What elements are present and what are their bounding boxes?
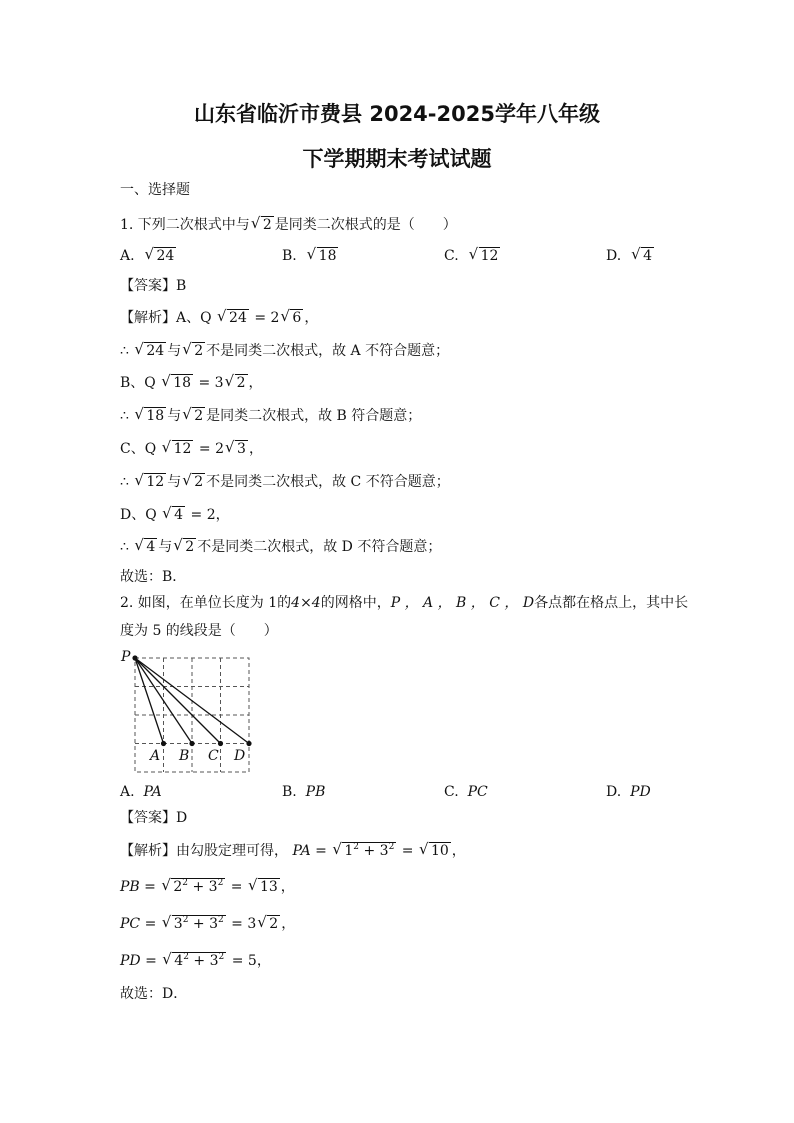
point-c bbox=[218, 741, 223, 746]
q1-conclusion: 故选：B． bbox=[120, 569, 187, 585]
q1-analysis-line-7: D、Q √ 4 = 2， bbox=[120, 505, 230, 525]
q1-analysis-line-5: C、Q √ 12 = 2√ 3 ， bbox=[120, 439, 263, 459]
q1-option-d: D. √ 4 bbox=[606, 246, 655, 266]
label-a: A bbox=[150, 748, 161, 764]
grid-figure bbox=[115, 643, 265, 778]
q2-answer: 【答案】D bbox=[120, 810, 188, 826]
label-p: P bbox=[121, 649, 131, 665]
q1-analysis-line-4: ∴ √ 18 与√ 2 是同类二次根式，故 B 符合题意； bbox=[120, 406, 421, 426]
q1-option-a: A. √ 24 bbox=[120, 246, 177, 266]
point-d bbox=[246, 741, 251, 746]
q1-stem-radical: √ 2 bbox=[252, 215, 274, 235]
label-b: B bbox=[179, 748, 190, 764]
q1-option-c: C. √ 12 bbox=[444, 246, 501, 266]
q2-analysis-line-2: PB = √ $2^2 + 3^2$ = √ 13 ， bbox=[120, 877, 295, 897]
q1-analysis-line-3: B、Q √ 18 = 3√ 2 ， bbox=[120, 373, 263, 393]
document-title-line1: 山东省临沂市费县 2024-2025学年八年级 bbox=[194, 102, 600, 126]
q1-stem bbox=[120, 215, 457, 235]
q2-analysis-line-1: 【解析】由勾股定理可得， PA = √ $1^2 + 3^2$ = √ 10 ， bbox=[120, 841, 466, 861]
document-title-line2: 下学期期末考试试题 bbox=[302, 147, 492, 171]
q1-analysis-line-1: 【解析】A、Q √ 24 = 2√ 6 ， bbox=[120, 308, 318, 328]
q2-option-d: D. PD bbox=[606, 784, 651, 800]
q1-analysis-line-2: ∴ √ 24 与√ 2 不是同类二次根式，故 A 不符合题意； bbox=[120, 341, 449, 361]
q1-stem-text-a: 1. 下列二次根式中与 bbox=[120, 217, 250, 233]
q2-stem-line2: 度为 5 的线段是（ ） bbox=[120, 623, 278, 639]
point-a bbox=[161, 741, 166, 746]
point-b bbox=[189, 741, 194, 746]
label-c: C bbox=[208, 748, 219, 764]
label-d: D bbox=[234, 748, 246, 764]
segment-pc bbox=[135, 658, 221, 744]
section-heading: 一、选择题 bbox=[120, 182, 190, 198]
q1-analysis-line-8: ∴ √ 4 与√ 2 不是同类二次根式，故 D 不符合题意； bbox=[120, 537, 441, 557]
q2-conclusion: 故选：D． bbox=[120, 986, 188, 1002]
q1-option-b: B. √ 18 bbox=[282, 246, 339, 266]
q2-option-a: A. PA bbox=[120, 784, 162, 800]
q1-answer: 【答案】B bbox=[120, 278, 187, 294]
q2-analysis-line-3: PC = √ $3^2 + 3^2 = 3√$ 2 ， bbox=[120, 914, 295, 934]
q2-option-c: C. PC bbox=[444, 784, 488, 800]
q1-analysis-line-6: ∴ √ 12 与√ 2 不是同类二次根式，故 C 不符合题意； bbox=[120, 472, 450, 492]
point-p bbox=[132, 655, 137, 660]
q2-analysis-line-4: PD = √ $4^2 + 3^2 = 5$， bbox=[120, 951, 271, 971]
q2-stem-line1: 2. 如图，在单位长度为 1的4×4的网格中，P ， A ， B ， C ， D各点都在格点上，其中长 bbox=[120, 595, 689, 611]
analysis-label: 【解析】 bbox=[120, 310, 176, 326]
q2-option-b: B. PB bbox=[282, 784, 326, 800]
q1-stem-text-b: 是同类二次根式的是（ ） bbox=[274, 217, 457, 233]
segment-pa bbox=[135, 658, 164, 744]
